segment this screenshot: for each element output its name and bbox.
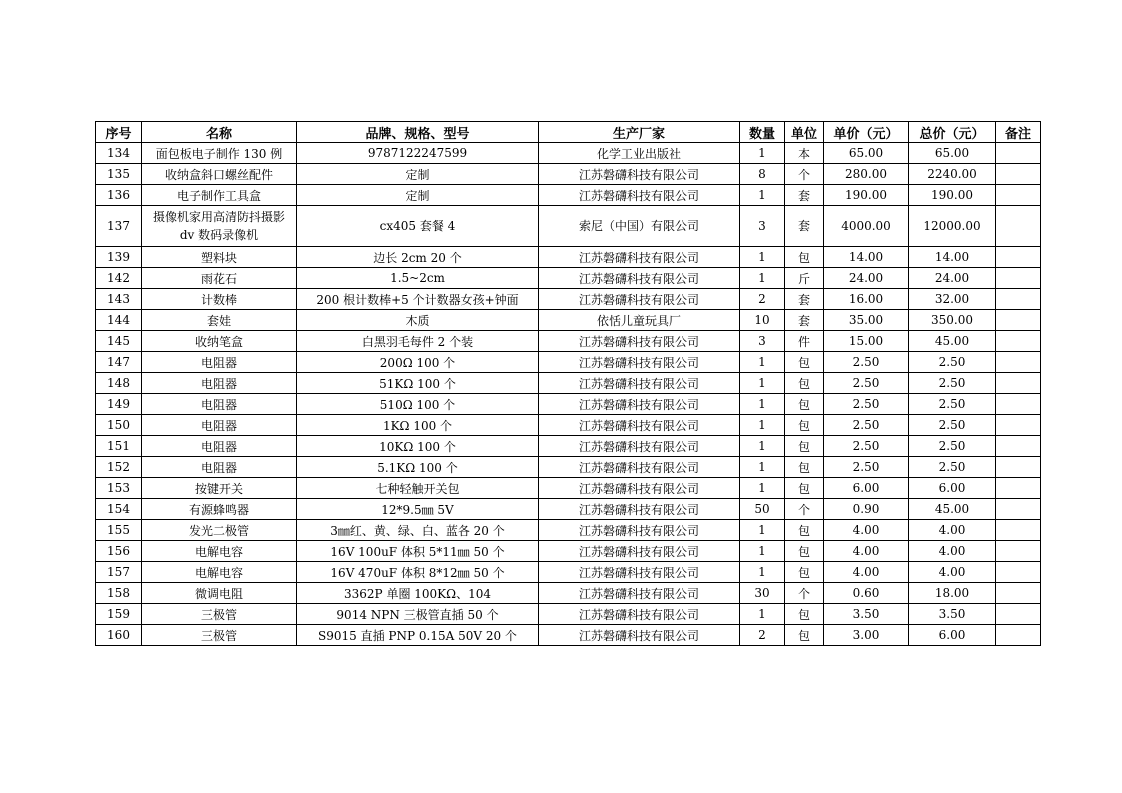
cell-manufacturer: 江苏磐礴科技有限公司	[539, 520, 740, 541]
cell-name: 塑料块	[142, 247, 297, 268]
cell-no: 135	[96, 164, 142, 185]
cell-unit: 包	[785, 457, 824, 478]
cell-total-price: 2.50	[909, 415, 996, 436]
cell-spec: 510Ω 100 个	[297, 394, 539, 415]
table-row	[96, 247, 1041, 268]
cell-total-price: 6.00	[909, 478, 996, 499]
cell-note	[996, 625, 1041, 646]
cell-manufacturer: 化学工业出版社	[539, 143, 740, 164]
table-row	[96, 206, 1041, 247]
table-row	[96, 164, 1041, 185]
cell-note	[996, 206, 1041, 247]
cell-unit: 包	[785, 352, 824, 373]
cell-total-price: 350.00	[909, 310, 996, 331]
table-row	[96, 310, 1041, 331]
cell-manufacturer: 江苏磐礴科技有限公司	[539, 164, 740, 185]
cell-qty: 30	[740, 583, 785, 604]
cell-unit-price: 2.50	[824, 436, 909, 457]
cell-unit: 套	[785, 185, 824, 206]
equipment-list-sheet	[95, 121, 1041, 646]
cell-spec: 200 根计数棒+5 个计数器女孩+钟面	[297, 289, 539, 310]
cell-spec: 3362P 单圈 100KΩ、104	[297, 583, 539, 604]
cell-unit-price: 24.00	[824, 268, 909, 289]
cell-manufacturer: 江苏磐礴科技有限公司	[539, 331, 740, 352]
cell-unit: 包	[785, 562, 824, 583]
cell-spec: 白黑羽毛每件 2 个装	[297, 331, 539, 352]
cell-qty: 50	[740, 499, 785, 520]
cell-unit: 包	[785, 394, 824, 415]
cell-manufacturer: 江苏磐礴科技有限公司	[539, 268, 740, 289]
cell-unit: 件	[785, 331, 824, 352]
table-header-row	[96, 122, 1041, 143]
table-row	[96, 394, 1041, 415]
table-row	[96, 478, 1041, 499]
cell-spec: 定制	[297, 185, 539, 206]
table-body	[96, 143, 1041, 646]
cell-name: 电阻器	[142, 352, 297, 373]
cell-name: 摄像机家用高清防抖摄影 dv 数码录像机	[142, 206, 297, 247]
header-manufacturer: 生产厂家	[539, 122, 740, 143]
cell-spec: 1KΩ 100 个	[297, 415, 539, 436]
cell-manufacturer: 江苏磐礴科技有限公司	[539, 394, 740, 415]
cell-unit: 个	[785, 583, 824, 604]
cell-total-price: 18.00	[909, 583, 996, 604]
cell-unit-price: 2.50	[824, 415, 909, 436]
cell-manufacturer: 江苏磐礴科技有限公司	[539, 541, 740, 562]
cell-note	[996, 373, 1041, 394]
cell-no: 159	[96, 604, 142, 625]
cell-unit: 套	[785, 206, 824, 247]
cell-unit: 包	[785, 604, 824, 625]
cell-no: 134	[96, 143, 142, 164]
cell-manufacturer: 江苏磐礴科技有限公司	[539, 373, 740, 394]
table-row	[96, 604, 1041, 625]
cell-unit: 套	[785, 289, 824, 310]
cell-name: 三极管	[142, 625, 297, 646]
cell-total-price: 2.50	[909, 457, 996, 478]
cell-spec: cx405 套餐 4	[297, 206, 539, 247]
cell-name: 电子制作工具盒	[142, 185, 297, 206]
table-row	[96, 541, 1041, 562]
cell-name: 电解电容	[142, 541, 297, 562]
cell-spec: 12*9.5㎜ 5V	[297, 499, 539, 520]
cell-unit-price: 2.50	[824, 394, 909, 415]
cell-note	[996, 352, 1041, 373]
table-row	[96, 268, 1041, 289]
cell-name: 收纳盒斜口螺丝配件	[142, 164, 297, 185]
cell-qty: 1	[740, 541, 785, 562]
cell-spec: 10KΩ 100 个	[297, 436, 539, 457]
header-note: 备注	[996, 122, 1041, 143]
cell-total-price: 190.00	[909, 185, 996, 206]
cell-note	[996, 499, 1041, 520]
cell-total-price: 2.50	[909, 373, 996, 394]
cell-qty: 2	[740, 289, 785, 310]
cell-unit-price: 4000.00	[824, 206, 909, 247]
cell-spec: 3㎜红、黄、绿、白、蓝各 20 个	[297, 520, 539, 541]
cell-total-price: 65.00	[909, 143, 996, 164]
cell-no: 151	[96, 436, 142, 457]
cell-note	[996, 310, 1041, 331]
cell-no: 156	[96, 541, 142, 562]
cell-note	[996, 562, 1041, 583]
cell-note	[996, 604, 1041, 625]
cell-total-price: 24.00	[909, 268, 996, 289]
table-row	[96, 499, 1041, 520]
cell-qty: 8	[740, 164, 785, 185]
cell-note	[996, 436, 1041, 457]
cell-unit-price: 16.00	[824, 289, 909, 310]
cell-no: 148	[96, 373, 142, 394]
cell-unit: 包	[785, 415, 824, 436]
cell-note	[996, 185, 1041, 206]
cell-qty: 1	[740, 478, 785, 499]
table-row	[96, 457, 1041, 478]
cell-name: 计数棒	[142, 289, 297, 310]
header-no: 序号	[96, 122, 142, 143]
cell-unit: 包	[785, 541, 824, 562]
cell-no: 147	[96, 352, 142, 373]
cell-manufacturer: 江苏磐礴科技有限公司	[539, 352, 740, 373]
header-spec: 品牌、规格、型号	[297, 122, 539, 143]
cell-qty: 1	[740, 373, 785, 394]
cell-note	[996, 394, 1041, 415]
cell-name: 三极管	[142, 604, 297, 625]
header-name: 名称	[142, 122, 297, 143]
cell-qty: 1	[740, 604, 785, 625]
cell-unit-price: 4.00	[824, 541, 909, 562]
cell-spec: 200Ω 100 个	[297, 352, 539, 373]
cell-total-price: 2.50	[909, 436, 996, 457]
cell-total-price: 4.00	[909, 520, 996, 541]
cell-name: 雨花石	[142, 268, 297, 289]
cell-no: 145	[96, 331, 142, 352]
cell-total-price: 6.00	[909, 625, 996, 646]
cell-unit-price: 4.00	[824, 520, 909, 541]
cell-manufacturer: 江苏磐礴科技有限公司	[539, 457, 740, 478]
cell-total-price: 45.00	[909, 331, 996, 352]
cell-qty: 1	[740, 436, 785, 457]
cell-unit: 包	[785, 373, 824, 394]
table-row	[96, 520, 1041, 541]
cell-manufacturer: 江苏磐礴科技有限公司	[539, 562, 740, 583]
cell-unit: 套	[785, 310, 824, 331]
cell-name: 套娃	[142, 310, 297, 331]
cell-qty: 2	[740, 625, 785, 646]
cell-unit-price: 15.00	[824, 331, 909, 352]
header-unit-price: 单价（元）	[824, 122, 909, 143]
cell-no: 150	[96, 415, 142, 436]
cell-unit: 斤	[785, 268, 824, 289]
cell-manufacturer: 江苏磐礴科技有限公司	[539, 415, 740, 436]
cell-spec: 木质	[297, 310, 539, 331]
table-row	[96, 625, 1041, 646]
cell-unit: 包	[785, 436, 824, 457]
cell-qty: 1	[740, 562, 785, 583]
table-row	[96, 415, 1041, 436]
cell-spec: 9014 NPN 三极管直插 50 个	[297, 604, 539, 625]
cell-unit-price: 2.50	[824, 457, 909, 478]
cell-no: 152	[96, 457, 142, 478]
cell-note	[996, 457, 1041, 478]
cell-note	[996, 583, 1041, 604]
cell-no: 143	[96, 289, 142, 310]
table-row	[96, 143, 1041, 164]
cell-qty: 1	[740, 415, 785, 436]
cell-note	[996, 478, 1041, 499]
cell-name: 电阻器	[142, 373, 297, 394]
cell-no: 153	[96, 478, 142, 499]
cell-note	[996, 415, 1041, 436]
cell-spec: 定制	[297, 164, 539, 185]
cell-spec: 9787122247599	[297, 143, 539, 164]
cell-spec: 边长 2cm 20 个	[297, 247, 539, 268]
cell-manufacturer: 江苏磐礴科技有限公司	[539, 499, 740, 520]
cell-note	[996, 520, 1041, 541]
cell-name: 电阻器	[142, 415, 297, 436]
cell-no: 139	[96, 247, 142, 268]
cell-note	[996, 289, 1041, 310]
cell-note	[996, 331, 1041, 352]
cell-qty: 1	[740, 352, 785, 373]
cell-total-price: 2240.00	[909, 164, 996, 185]
cell-qty: 10	[740, 310, 785, 331]
header-total-price: 总价（元）	[909, 122, 996, 143]
cell-name: 发光二极管	[142, 520, 297, 541]
cell-spec: S9015 直插 PNP 0.15A 50V 20 个	[297, 625, 539, 646]
cell-qty: 1	[740, 185, 785, 206]
cell-manufacturer: 依恬儿童玩具厂	[539, 310, 740, 331]
cell-total-price: 2.50	[909, 352, 996, 373]
cell-total-price: 14.00	[909, 247, 996, 268]
cell-spec: 5.1KΩ 100 个	[297, 457, 539, 478]
cell-manufacturer: 江苏磐礴科技有限公司	[539, 185, 740, 206]
cell-unit: 本	[785, 143, 824, 164]
cell-name: 电阻器	[142, 457, 297, 478]
cell-no: 157	[96, 562, 142, 583]
table-row	[96, 289, 1041, 310]
table-row	[96, 562, 1041, 583]
cell-no: 158	[96, 583, 142, 604]
cell-manufacturer: 江苏磐礴科技有限公司	[539, 478, 740, 499]
cell-total-price: 2.50	[909, 394, 996, 415]
cell-no: 149	[96, 394, 142, 415]
cell-name: 有源蜂鸣器	[142, 499, 297, 520]
cell-unit-price: 65.00	[824, 143, 909, 164]
cell-no: 154	[96, 499, 142, 520]
cell-no: 142	[96, 268, 142, 289]
cell-spec: 16V 100uF 体积 5*11㎜ 50 个	[297, 541, 539, 562]
cell-qty: 3	[740, 206, 785, 247]
cell-unit: 个	[785, 499, 824, 520]
cell-qty: 3	[740, 331, 785, 352]
cell-unit-price: 14.00	[824, 247, 909, 268]
cell-unit-price: 0.90	[824, 499, 909, 520]
cell-unit: 个	[785, 164, 824, 185]
cell-name: 电阻器	[142, 436, 297, 457]
cell-unit: 包	[785, 625, 824, 646]
cell-manufacturer: 索尼（中国）有限公司	[539, 206, 740, 247]
cell-total-price: 12000.00	[909, 206, 996, 247]
table-row	[96, 331, 1041, 352]
cell-note	[996, 247, 1041, 268]
cell-total-price: 4.00	[909, 562, 996, 583]
cell-total-price: 45.00	[909, 499, 996, 520]
cell-name: 面包板电子制作 130 例	[142, 143, 297, 164]
cell-unit-price: 4.00	[824, 562, 909, 583]
cell-qty: 1	[740, 520, 785, 541]
cell-total-price: 4.00	[909, 541, 996, 562]
cell-note	[996, 164, 1041, 185]
cell-total-price: 3.50	[909, 604, 996, 625]
cell-unit: 包	[785, 247, 824, 268]
cell-qty: 1	[740, 247, 785, 268]
cell-no: 136	[96, 185, 142, 206]
cell-unit-price: 3.00	[824, 625, 909, 646]
table-row	[96, 352, 1041, 373]
cell-manufacturer: 江苏磐礴科技有限公司	[539, 289, 740, 310]
table-row	[96, 185, 1041, 206]
cell-name: 电解电容	[142, 562, 297, 583]
table-row	[96, 583, 1041, 604]
cell-no: 144	[96, 310, 142, 331]
cell-qty: 1	[740, 457, 785, 478]
cell-no: 160	[96, 625, 142, 646]
cell-spec: 51KΩ 100 个	[297, 373, 539, 394]
cell-unit: 包	[785, 520, 824, 541]
cell-unit-price: 2.50	[824, 352, 909, 373]
cell-manufacturer: 江苏磐礴科技有限公司	[539, 436, 740, 457]
table-row	[96, 373, 1041, 394]
cell-unit-price: 190.00	[824, 185, 909, 206]
cell-unit-price: 6.00	[824, 478, 909, 499]
cell-qty: 1	[740, 143, 785, 164]
header-unit: 单位	[785, 122, 824, 143]
cell-note	[996, 268, 1041, 289]
cell-unit-price: 3.50	[824, 604, 909, 625]
header-qty: 数量	[740, 122, 785, 143]
cell-spec: 16V 470uF 体积 8*12㎜ 50 个	[297, 562, 539, 583]
cell-no: 137	[96, 206, 142, 247]
cell-qty: 1	[740, 268, 785, 289]
cell-note	[996, 143, 1041, 164]
cell-unit-price: 2.50	[824, 373, 909, 394]
cell-name: 微调电阻	[142, 583, 297, 604]
cell-spec: 七种轻触开关包	[297, 478, 539, 499]
cell-unit-price: 0.60	[824, 583, 909, 604]
cell-note	[996, 541, 1041, 562]
cell-spec: 1.5~2cm	[297, 268, 539, 289]
cell-name: 收纳笔盒	[142, 331, 297, 352]
cell-unit-price: 280.00	[824, 164, 909, 185]
cell-unit-price: 35.00	[824, 310, 909, 331]
cell-unit: 包	[785, 478, 824, 499]
cell-qty: 1	[740, 394, 785, 415]
equipment-table	[95, 121, 1041, 646]
cell-manufacturer: 江苏磐礴科技有限公司	[539, 604, 740, 625]
cell-manufacturer: 江苏磐礴科技有限公司	[539, 247, 740, 268]
cell-no: 155	[96, 520, 142, 541]
table-row	[96, 436, 1041, 457]
cell-total-price: 32.00	[909, 289, 996, 310]
cell-manufacturer: 江苏磐礴科技有限公司	[539, 583, 740, 604]
cell-manufacturer: 江苏磐礴科技有限公司	[539, 625, 740, 646]
cell-name: 按键开关	[142, 478, 297, 499]
cell-name: 电阻器	[142, 394, 297, 415]
